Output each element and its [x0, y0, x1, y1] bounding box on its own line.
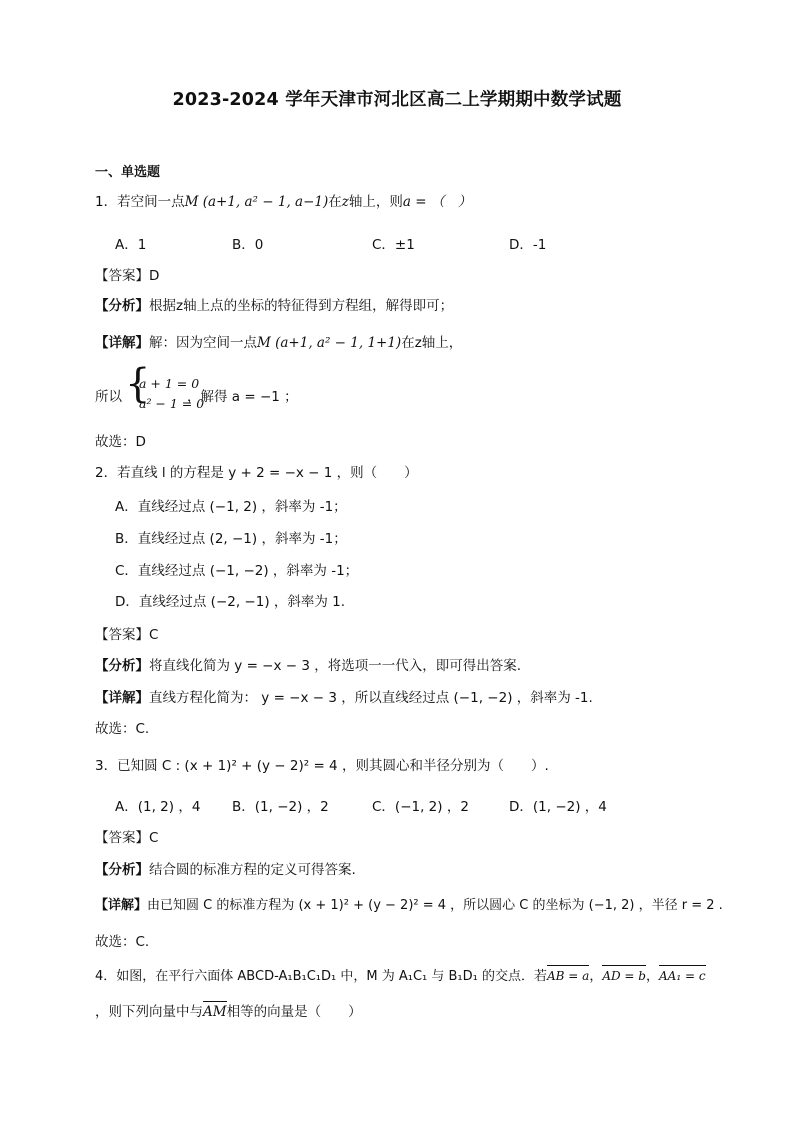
q2-option-b: B．直线经过点 (2, −1) ，斜率为 -1；	[115, 531, 347, 547]
q4-vec-ab: AB = a	[546, 969, 590, 983]
q1-option-c: C．±1	[372, 237, 415, 253]
q1-stem-c: 轴上，则	[348, 194, 403, 210]
question-4-stem: 4．如图，在平行六面体 ABCD-A₁B₁C₁D₁ 中，M 为 A₁C₁ 与 B₁D₁ 的交点．若AB = a，AD = b，AA₁ = c	[95, 969, 706, 984]
q4-vec-ad: AD = b	[602, 969, 646, 983]
q1-eq1: a + 1 = 0	[139, 376, 200, 391]
section-heading: 一、单选题	[95, 165, 161, 180]
q2-detail	[95, 689, 593, 707]
q1-detail-tail: 在z轴上，	[401, 335, 463, 351]
question-4-stem-cont	[95, 1003, 362, 1021]
q4-stem-b: ，则下列向量中与	[95, 1004, 203, 1020]
q3-option-d: D．(1, −2) ，4	[509, 799, 607, 815]
q1-equation-system	[95, 361, 395, 414]
q3-detail-tag: 【详解】	[95, 898, 148, 913]
q1-analysis-text: 根据z轴上点的坐标的特征得到方程组，解得即可；	[149, 298, 454, 314]
q1-stem-b: 在	[328, 194, 342, 210]
q4-vec-am: AM	[203, 1004, 227, 1020]
q3-choose: 故选：C.	[95, 934, 150, 950]
q1-analysis-tag: 【分析】	[95, 298, 149, 314]
question-2-stem: 2．若直线 l 的方程是 y + 2 = −x − 1 ，则（ ）	[95, 465, 418, 481]
q1-option-b: B．0	[232, 237, 264, 253]
q1-answer: 【答案】D	[95, 268, 160, 284]
q3-detail	[95, 897, 723, 915]
q3-analysis-tag: 【分析】	[95, 862, 149, 878]
q1-detail-tag: 【详解】	[95, 335, 149, 351]
q3-detail-text: 由已知圆 C 的标准方程为 (x + 1)² + (y − 2)² = 4 ，所以圆心 C 的坐标为 (−1, 2) ，半径 r = 2 .	[147, 898, 723, 913]
q1-eq2: a² − 1 = 0	[139, 396, 205, 411]
q1-so-label: 所以	[95, 389, 122, 405]
q1-option-d: D．-1	[509, 237, 547, 253]
page-title: 2023-2024 学年天津市河北区高二上学期期中数学试题	[172, 90, 622, 110]
q1-stem-a: 1．若空间一点	[95, 194, 185, 210]
q1-detail-point: M (a+1, a² − 1, 1+1)	[257, 335, 402, 351]
q2-option-d: D．直线经过点 (−2, −1) ，斜率为 1.	[115, 594, 346, 610]
q4-vec-aa1: AA₁ = c	[659, 969, 706, 983]
q1-option-a: A．1	[115, 237, 147, 253]
q2-detail-text: 直线方程化简为： y = −x − 3 ，所以直线经过点 (−1, −2) ，斜率为 -1.	[149, 690, 593, 706]
q3-option-a: A．(1, 2) ，4	[115, 799, 201, 815]
q1-analysis	[95, 297, 453, 315]
q2-analysis-text: 将直线化简为 y = −x − 3 ，将选项一一代入，即可得出答案.	[149, 658, 522, 674]
q2-answer: 【答案】C	[95, 627, 159, 643]
q1-axis: z	[341, 194, 349, 210]
q3-analysis	[95, 861, 356, 879]
q2-option-c: C．直线经过点 (−1, −2) ，斜率为 -1；	[115, 563, 359, 579]
q3-analysis-text: 结合圆的标准方程的定义可得答案.	[149, 862, 356, 878]
q2-analysis-tag: 【分析】	[95, 658, 149, 674]
q2-choose: 故选：C.	[95, 721, 150, 737]
q1-ask: a = （ ）	[402, 194, 472, 210]
q2-analysis	[95, 657, 521, 675]
q1-choose: 故选：D	[95, 434, 146, 450]
q1-solve: ，解得 a = −1 ；	[187, 389, 298, 405]
q2-option-a: A．直线经过点 (−1, 2) ，斜率为 -1；	[115, 499, 347, 515]
q3-option-b: B．(1, −2) ，2	[232, 799, 329, 815]
brace-icon: {	[125, 361, 151, 407]
q1-detail-text: 解：因为空间一点	[149, 335, 257, 351]
question-3-stem: 3．已知圆 C : (x + 1)² + (y − 2)² = 4 ，则其圆心和半径分别为（ ）.	[95, 758, 549, 774]
q1-point: M (a+1, a² − 1, a−1)	[184, 194, 329, 210]
q3-answer: 【答案】C	[95, 830, 159, 846]
q2-detail-tag: 【详解】	[95, 690, 149, 706]
q4-stem-a: 4．如图，在平行六面体 ABCD-A₁B₁C₁D₁ 中，M 为 A₁C₁ 与 B₁D₁ 的交点．若	[95, 969, 547, 984]
question-1-stem	[95, 193, 471, 211]
q3-option-c: C．(−1, 2) ，2	[372, 799, 469, 815]
q1-detail	[95, 334, 462, 352]
q4-stem-c: 相等的向量是（ ）	[226, 1004, 362, 1020]
